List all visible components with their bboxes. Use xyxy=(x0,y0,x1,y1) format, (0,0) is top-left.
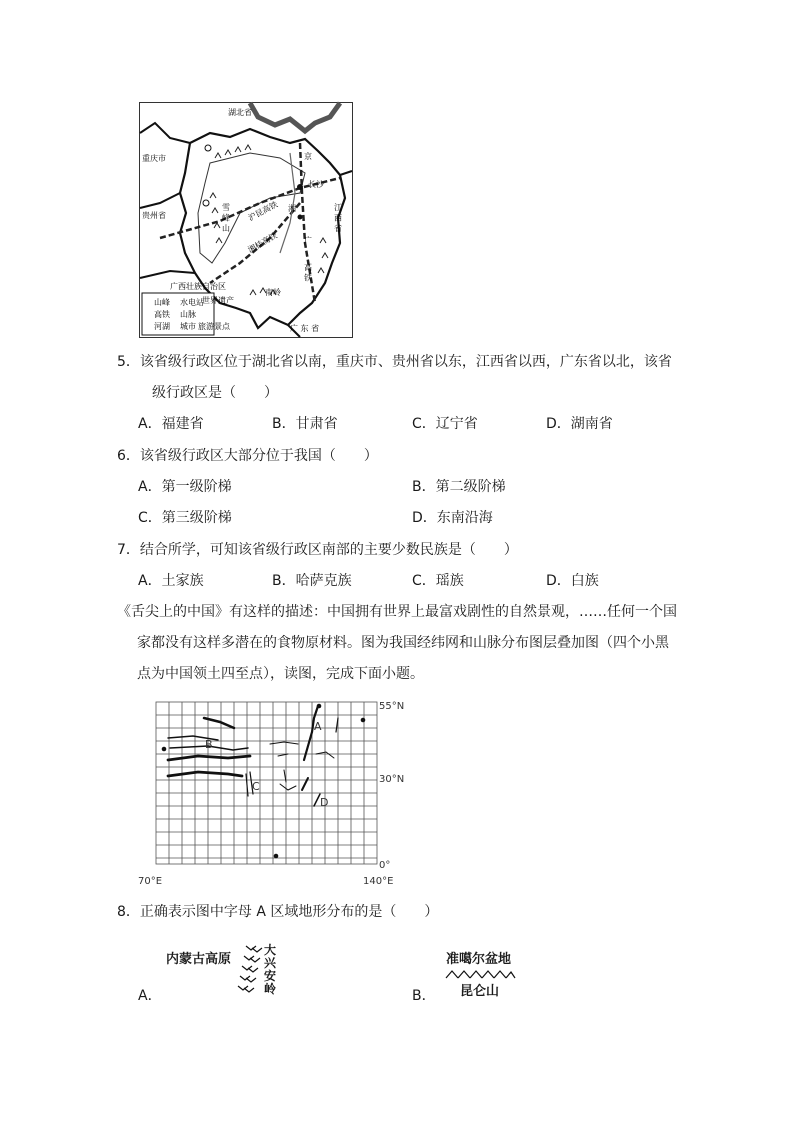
q8-figure-a xyxy=(136,938,336,1008)
figa-range-label: 大兴安岭 xyxy=(264,943,277,996)
border-jiangxi xyxy=(340,171,352,175)
label-jing: 京 xyxy=(304,152,312,161)
extreme-point-west xyxy=(162,747,167,752)
label-hurong: 沪昆高铁 xyxy=(246,199,280,223)
label-guangdong: 广 东 省 xyxy=(290,324,320,333)
legend-river: 河湖 xyxy=(154,322,170,331)
lat-label-30n: 30°N xyxy=(379,774,405,785)
figb-mountain-icon xyxy=(444,968,516,980)
latlon-grid-svg xyxy=(138,698,405,890)
figb-basin-label: 准噶尔盆地 xyxy=(446,952,512,967)
legend-peak: 山峰 xyxy=(154,298,170,307)
figa-plateau-label: 内蒙古高原 xyxy=(166,952,232,967)
q7-option-b[interactable]: B．哈萨克族 xyxy=(272,573,352,589)
q6-option-c[interactable]: C．第三级阶梯 xyxy=(138,510,232,526)
label-xuefeng: 雪 峰 山 xyxy=(221,203,231,233)
legend-city: 城市 xyxy=(180,322,196,331)
q6-option-d[interactable]: D．东南沿海 xyxy=(412,510,493,526)
extreme-point-north xyxy=(317,704,322,709)
q5-option-c[interactable]: C．辽宁省 xyxy=(412,416,478,432)
q7-stem: 7．结合所学，可知该省级行政区南部的主要少数民族是（ ） xyxy=(117,542,518,558)
city-dot xyxy=(298,215,303,220)
label-hubei: 湖北省 xyxy=(228,108,252,117)
province-map xyxy=(139,102,353,338)
q8-figure-b xyxy=(410,938,610,1008)
province-map-svg xyxy=(140,103,352,337)
extreme-point-east xyxy=(361,718,366,723)
region-label-c: C xyxy=(252,780,260,793)
label-changsha: 长沙 xyxy=(308,180,324,189)
label-jiangxi: 江 西 省 xyxy=(333,203,343,233)
city-changsha-dot xyxy=(297,184,303,190)
border-guizhou xyxy=(140,193,180,208)
q8-option-a[interactable]: A． xyxy=(138,988,162,1004)
q5-option-d[interactable]: D．湖南省 xyxy=(546,416,613,432)
label-nanling: 南岭 xyxy=(265,288,281,297)
label-xiang: 湘 xyxy=(288,204,296,213)
region-label-b: B xyxy=(205,738,213,751)
figb-range-label: 昆仑山 xyxy=(460,984,500,999)
label-guizhou: 贵州省 xyxy=(142,211,166,220)
lon-label-140e: 140°E xyxy=(363,876,394,887)
latlon-grid-map xyxy=(138,698,405,890)
legend-scenic: 旅游景点 xyxy=(198,322,230,331)
yangtze-river xyxy=(250,103,340,131)
q7-option-a[interactable]: A．土家族 xyxy=(138,573,204,589)
label-guang: 广 xyxy=(304,236,312,245)
legend-hydro: 水电站 xyxy=(180,298,204,307)
intro-line1: 《舌尖上的中国》有这样的描述：中国拥有世界上最富戏剧性的自然景观，……任何一个国 xyxy=(117,604,677,620)
legend-mountain: 山脉 xyxy=(180,310,196,319)
q8-option-b[interactable]: B． xyxy=(412,988,436,1004)
q7-option-c[interactable]: C．瑶族 xyxy=(412,573,464,589)
q6-option-a[interactable]: A．第一级阶梯 xyxy=(138,479,232,495)
label-chongqing: 重庆市 xyxy=(142,154,166,163)
legend-railway: 高铁 xyxy=(154,310,170,319)
intro-line3: 点为中国领土四至点），读图，完成下面小题。 xyxy=(137,666,424,682)
q5-stem-line2: 级行政区是（ ） xyxy=(152,385,278,401)
border-guangxi xyxy=(140,271,195,278)
lon-label-70e: 70°E xyxy=(138,876,163,887)
label-guangxi: 广西壮族自治区 xyxy=(170,282,226,291)
region-label-d: D xyxy=(320,796,329,809)
border-chongqing xyxy=(140,123,190,143)
q5-stem-line1: 5．该省级行政区位于湖北省以南，重庆市、贵州省以东，江西省以西，广东省以北，该省 xyxy=(117,354,672,370)
lat-label-0: 0° xyxy=(379,860,391,871)
label-xianggui: 湘桂高铁 xyxy=(246,230,279,255)
grid-lines xyxy=(156,702,377,864)
extreme-point-south xyxy=(274,854,279,859)
q6-option-b[interactable]: B．第二级阶梯 xyxy=(412,479,506,495)
legend-heritage: 世界遗产 xyxy=(202,296,234,305)
q5-option-b[interactable]: B．甘肃省 xyxy=(272,416,338,432)
q8-stem: 8．正确表示图中字母 A 区域地形分布的是（ ） xyxy=(117,904,439,920)
region-label-a: A xyxy=(314,720,322,733)
q6-stem: 6．该省级行政区大部分位于我国（ ） xyxy=(117,448,378,464)
lat-label-55n: 55°N xyxy=(379,701,405,712)
intro-line2: 家都没有这样多潜在的食物原材料。图为我国经纬网和山脉分布图层叠加图（四个小黑 xyxy=(137,635,669,651)
q5-option-a[interactable]: A．福建省 xyxy=(138,416,204,432)
q7-option-d[interactable]: D．白族 xyxy=(546,573,599,589)
label-gaotie: 高 铁 xyxy=(303,263,313,282)
